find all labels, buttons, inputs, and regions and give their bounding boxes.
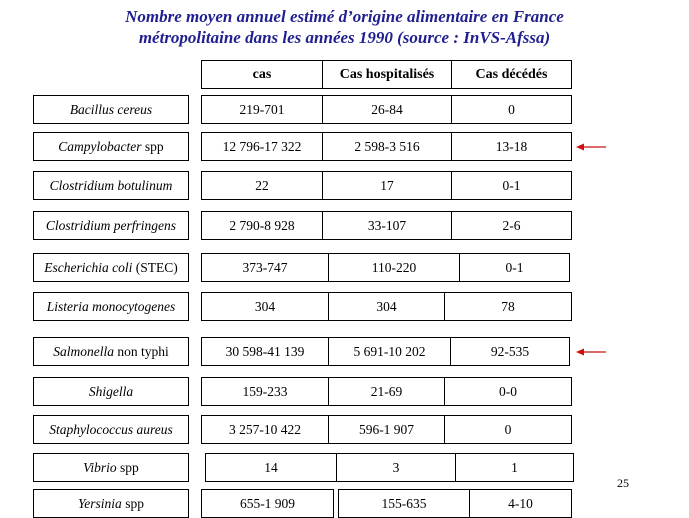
organism-italic: Campylobacter: [58, 138, 142, 154]
cell-cas: 12 796-17 322: [201, 132, 323, 161]
cell-decedes: 0: [444, 415, 572, 444]
cell-hospitalises: 304: [328, 292, 445, 321]
organism-suffix: spp: [121, 495, 144, 511]
cell-cas: 655-1 909: [201, 489, 334, 518]
organism-italic: Shigella: [88, 383, 134, 399]
cell-hospitalises: 21-69: [328, 377, 445, 406]
organism-italic: Vibrio: [83, 459, 117, 475]
cell-hospitalises: 26-84: [322, 95, 452, 124]
cell-hospitalises: 33-107: [322, 211, 452, 240]
cell-hospitalises: 17: [322, 171, 452, 200]
cell-cas: 219-701: [201, 95, 323, 124]
organism-italic: Salmonella: [53, 343, 114, 359]
cell-decedes: 0: [451, 95, 572, 124]
organism-italic: Listeria monocytogenes: [46, 298, 176, 314]
cell-hospitalises: 596-1 907: [328, 415, 445, 444]
slide-title: [0, 6, 689, 48]
title-line-2: métropolitaine dans les années 1990 (source : InVS-Afssa): [138, 28, 551, 47]
organism-italic: Staphylococcus aureus: [49, 421, 173, 437]
organism-name: [33, 253, 189, 282]
organism-italic: Clostridium perfringens: [45, 217, 177, 233]
cell-decedes: 0-1: [459, 253, 570, 282]
organism-italic: Clostridium botulinum: [49, 177, 173, 193]
organism-italic: Yersinia: [78, 495, 122, 511]
cell-cas: 14: [205, 453, 337, 482]
cell-cas: 2 790-8 928: [201, 211, 323, 240]
organism-name: [33, 377, 189, 406]
page-number: 25: [617, 476, 629, 490]
cell-cas: 159-233: [201, 377, 329, 406]
organism-italic: Escherichia coli: [44, 259, 133, 275]
cell-hospitalises: 110-220: [328, 253, 460, 282]
cell-cas: 3 257-10 422: [201, 415, 329, 444]
organism-suffix: (STEC): [132, 259, 178, 275]
organism-name: [33, 211, 189, 240]
cell-hospitalises: 2 598-3 516: [322, 132, 452, 161]
organism-suffix: spp: [141, 138, 164, 154]
cell-decedes: 4-10: [469, 489, 572, 518]
header-cas: cas: [201, 60, 323, 89]
header-decedes: Cas décédés: [451, 60, 572, 89]
organism-suffix: spp: [116, 459, 139, 475]
cell-cas: 30 598-41 139: [201, 337, 329, 366]
organism-name: [33, 415, 189, 444]
cell-hospitalises: 155-635: [338, 489, 470, 518]
organism-name: [33, 337, 189, 366]
cell-decedes: 2-6: [451, 211, 572, 240]
organism-name: [33, 489, 189, 518]
organism-name: [33, 292, 189, 321]
organism-italic: Bacillus cereus: [69, 101, 153, 117]
cell-cas: 22: [201, 171, 323, 200]
cell-decedes: 92-535: [450, 337, 570, 366]
cell-decedes: 1: [455, 453, 574, 482]
cell-cas: 304: [201, 292, 329, 321]
organism-name: [33, 132, 189, 161]
title-line-1: Nombre moyen annuel estimé d’origine alimentaire en France: [125, 7, 564, 26]
organism-suffix: non typhi: [113, 343, 169, 359]
cell-decedes: 13-18: [451, 132, 572, 161]
cell-hospitalises: 5 691-10 202: [328, 337, 451, 366]
organism-name: [33, 453, 189, 482]
cell-cas: 373-747: [201, 253, 329, 282]
cell-hospitalises: 3: [336, 453, 456, 482]
header-hospitalises: Cas hospitalisés: [322, 60, 452, 89]
organism-name: [33, 95, 189, 124]
organism-name: [33, 171, 189, 200]
cell-decedes: 0-0: [444, 377, 572, 406]
red-arrow-icon: [576, 142, 606, 152]
cell-decedes: 78: [444, 292, 572, 321]
cell-decedes: 0-1: [451, 171, 572, 200]
red-arrow-icon: [576, 347, 606, 357]
